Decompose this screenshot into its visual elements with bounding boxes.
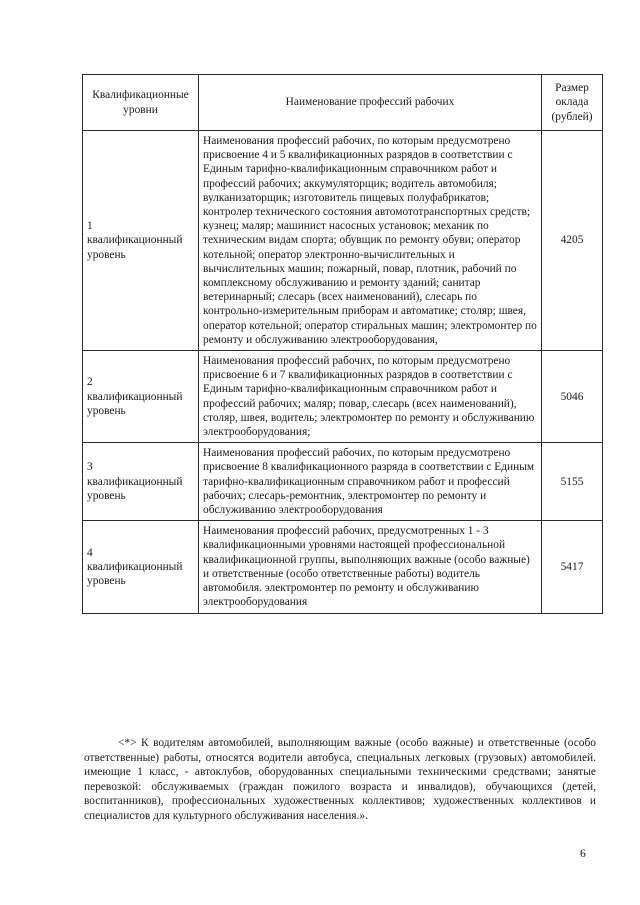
level-number: 2 (87, 376, 93, 389)
table-row (83, 351, 603, 443)
profession-cell: Наименования профессий рабочих, по которым предусмотрено присвоение 4 и 5 квалификационных разрядов в соответствии с Единым тарифно-квалификационным справочником работ и профессий рабочих; аккумуляторщик; водитель автомобиля; вулканизаторщик; изготовитель пищевых полуфабрикатов; контролер технического состояния автомототранспортных средств; кузнец; маляр; машинист насосных установок; механик по техническим видам спорта; обувщик по ремонту обуви; оператор котельной; оператор электронно-вычислительных и вычислительных машин; пожарный, повар, плотник, рабочий по комплексному обслуживанию и ремонту зданий; санитар ветеринарный; слесарь (всех наименований), слесарь по контрольно-измерительным приборам и автоматике; столяр; швея, оператор котельной; оператор стиральных машин; электромонтер по ремонту и обслуживанию электрооборудования, (199, 131, 542, 351)
level-cell (83, 521, 199, 613)
level-cell (83, 131, 199, 351)
salary-cell: 4205 (542, 131, 603, 351)
level-number: 1 (87, 220, 93, 233)
header-level: Квалификационные уровни (83, 75, 199, 131)
footnote: <*> К водителям автомобилей, выполняющим важные (особо важные) и ответственные (особо ответственные) работы, относятся водители автобуса, специальных легковых (грузовых) автомобилей. имеющие 1 класс, - автоклубов, оборудованных специальными техническими средствами; занятые перевозкой: обслуживаемых (граждан пожилого возраста и инвалидов), обучающихся (детей, воспитанников), профессиональных художественных коллективов; художественных коллективов и специалистов для культурного обслуживания населения.». (84, 737, 596, 822)
header-salary: Размер оклада (рублей) (542, 75, 603, 131)
salary-cell: 5046 (542, 351, 603, 443)
table-row (83, 521, 603, 613)
level-cell (83, 351, 199, 443)
salary-cell: 5155 (542, 443, 603, 521)
level-tail: уровень (87, 489, 126, 502)
level-number: 4 (87, 546, 93, 559)
table-row (83, 131, 603, 351)
profession-cell: Наименования профессий рабочих, по которым предусмотрено присвоение 8 квалификационного разряда в соответствии с Единым тарифно-квалификационным справочником работ и профессий рабочих; слесарь-ремонтник, электромонтер по ремонту и обслуживанию электрооборудования (199, 443, 542, 521)
profession-cell: Наименования профессий рабочих, по которым предусмотрено присвоение 6 и 7 квалификационных разрядов в соответствии с Единым тарифно-квалификационным справочником работ и профессий рабочих; маляр; повар, слесарь (всех наименований), столяр, швея, водитель; электромонтер по ремонту и обслуживанию электрооборудования; (199, 351, 542, 443)
level-word: квалификационный (87, 390, 183, 403)
level-tail: уровень (87, 574, 126, 587)
level-number: 3 (87, 461, 93, 474)
salary-cell: 5417 (542, 521, 603, 613)
level-word: квалификационный (87, 560, 183, 573)
page-number: 6 (580, 848, 586, 860)
qualification-table (82, 74, 603, 614)
table-row (83, 443, 603, 521)
table-header-row (83, 75, 603, 131)
level-cell (83, 443, 199, 521)
level-tail: уровень (87, 248, 126, 261)
header-profession: Наименование профессий рабочих (199, 75, 542, 131)
level-word: квалификационный (87, 475, 183, 488)
profession-cell: Наименования профессий рабочих, предусмотренных 1 - 3 квалификационными уровнями настоящей профессиональной квалификационной группы, выполняющих важные (особо важные) и ответственные (особо ответственные работы) водитель автомобиля. электромонтер по ремонту и обслуживанию электрооборудования (199, 521, 542, 613)
level-tail: уровень (87, 404, 126, 417)
level-word: квалификационный (87, 234, 183, 247)
